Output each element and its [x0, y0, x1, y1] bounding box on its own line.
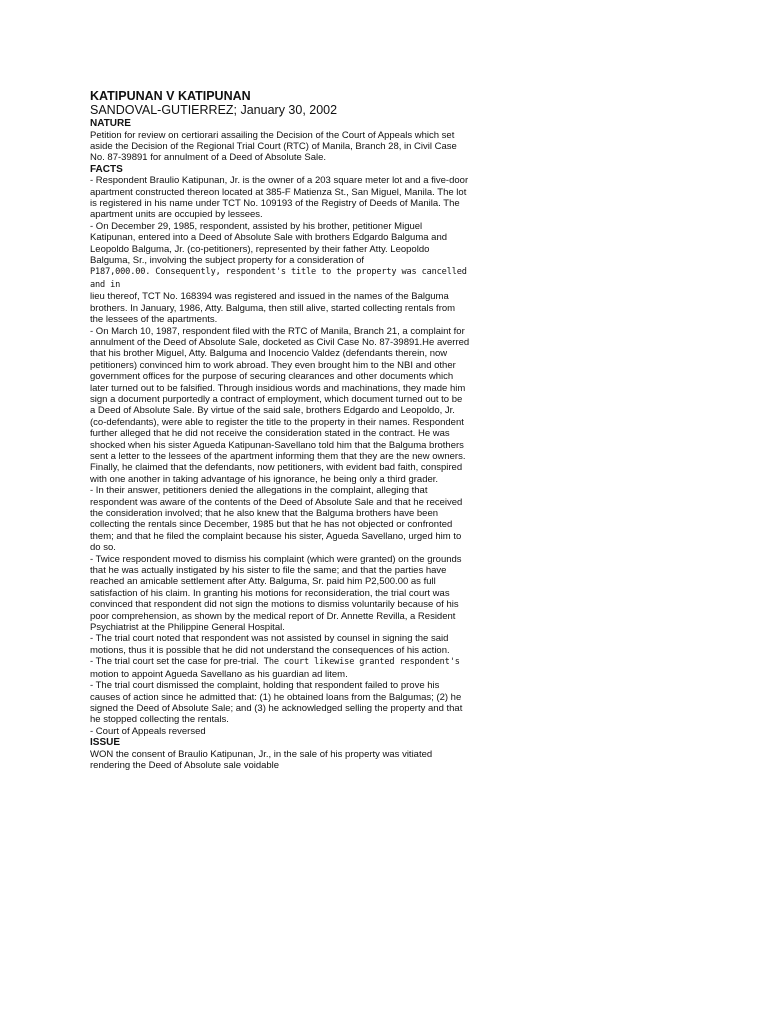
facts-paragraph-7-part-c: motion to appoint Agueda Savellano as his guardian ad litem.	[90, 668, 348, 680]
facts-paragraph-5: - Twice respondent moved to dismiss his complaint (which were granted) on the grounds that he was actually instigated by his sister to file the same; and that the parties have reached an amicable settlement after Atty. Balguma, Sr. paid him P2,500.00 as full satisfaction of his claim. In granting his motions for reconsideration, the trial court was convinced that respondent did not sign the motions to dismiss voluntarily because of his poor comprehension, as shown by the medical report of Dr. Annette Revilla, a Resident Psychiatrist at the Philippine General Hospital.	[90, 553, 462, 634]
facts-paragraph-6: - The trial court noted that respondent was not assisted by counsel in signing the said motions, thus it is possible that he did not understand the consequences of his action.	[90, 633, 450, 656]
document-page	[90, 89, 470, 771]
nature-text: Petition for review on certiorari assailing the Decision of the Court of Appeals which set aside the Decision of the Regional Trial Court (RTC) of Manila, Branch 28, in Civil Case No. 87-39891 for annulment of a Deed of Absolute Sale.	[90, 129, 457, 164]
facts-paragraph-7-part-a: - The trial court set the case for pre-trial.	[90, 656, 259, 668]
facts-paragraph-7-part-b: The court likewise granted respondent's	[258, 657, 460, 668]
issue-text: WON the consent of Braulio Katipunan, Jr., in the sale of his property was vitiated rendering the Deed of Absolute sale voidable	[90, 748, 433, 772]
facts-paragraph-9: - Court of Appeals reversed	[90, 725, 206, 737]
facts-paragraph-2-part-c: lieu thereof, TCT No. 168394 was registered and issued in the names of the Balguma brothers. In January, 1986, Atty. Balguma, then still alive, started collecting rentals from the lessees of the apartments.	[90, 291, 456, 326]
case-title: KATIPUNAN V KATIPUNAN	[90, 89, 251, 103]
nature-heading: NATURE	[90, 118, 131, 129]
facts-paragraph-4: - In their answer, petitioners denied the allegations in the complaint, alleging that respondent was aware of the contents of the Deed of Absolute Sale and that he received the consideration involved; that he also knew that the Balguma brothers have been collecting the rentals since December, 1985 but that he has not objected or confronted them; and that he filed the complaint because his sister, Agueda Savellano, urged him to do so.	[90, 485, 463, 554]
issue-heading: ISSUE	[90, 737, 121, 749]
facts-paragraph-7	[90, 656, 470, 680]
facts-heading: FACTS	[90, 163, 123, 175]
facts-paragraph-1: - Respondent Braulio Katipunan, Jr. is the owner of a 203 square meter lot and a five-door apartment constructed thereon located at 385-F Matienza St., San Miguel, Manila. The lot is registered in his name under TCT No. 109193 of the Registry of Deeds of Manila. The apartment units are occupied by lessees.	[90, 175, 469, 221]
facts-paragraph-2-part-a: - On December 29, 1985, respondent, assisted by his brother, petitioner Miguel Katipunan, entered into a Deed of Absolute Sale with brothers Edgardo Balguma and Leopoldo Balguma, Jr. (co-petitioners), represented by their father Atty. Leopoldo Balguma, Sr., involving the subject property for a consideration of	[90, 220, 448, 267]
facts-paragraph-2-part-b: P187,000.00. Consequently, respondent's title to the property was cancelled and in	[90, 267, 467, 290]
facts-paragraph-8: - The trial court dismissed the complaint, holding that respondent failed to prove his causes of action since he admitted that: (1) he obtained loans from the Balgumas; (2) he signed the Deed of Absolute Sale; and (3) he acknowledged selling the property and that he stopped collecting the rentals.	[90, 680, 463, 726]
facts-paragraph-2	[90, 221, 470, 326]
facts-paragraph-3: - On March 10, 1987, respondent filed with the RTC of Manila, Branch 21, a complaint for annulment of the Deed of Absolute Sale, docketed as Civil Case No. 87-39891.He averred that his brother Miguel, Atty. Balguma and Inocencio Valdez (defendants therein, now petitioners) convinced him to work abroad. They even brought him to the NBI and other government offices for the purpose of securing clearances and other documents which later turned out to be falsified. Through insidious words and machinations, they made him sign a document purportedly a contract of employment, which document turned out to be a Deed of Absolute Sale. By virtue of the said sale, brothers Edgardo and Leopoldo, Jr. (co-defendants), were able to register the title to the property in their names. Respondent further alleged that he did not receive the consideration stated in the contract. He was shocked when his sister Agueda Katipunan-Savellano told him that the Balguma brothers sent a letter to the lessees of the apartment informing them that they are the new owners. Finally, he claimed that the defendants, now petitioners, with evident bad faith, conspired with one another in taking advantage of his ignorance, he being only a third grader.	[90, 325, 470, 485]
case-subtitle: SANDOVAL-GUTIERREZ; January 30, 2002	[90, 103, 338, 117]
